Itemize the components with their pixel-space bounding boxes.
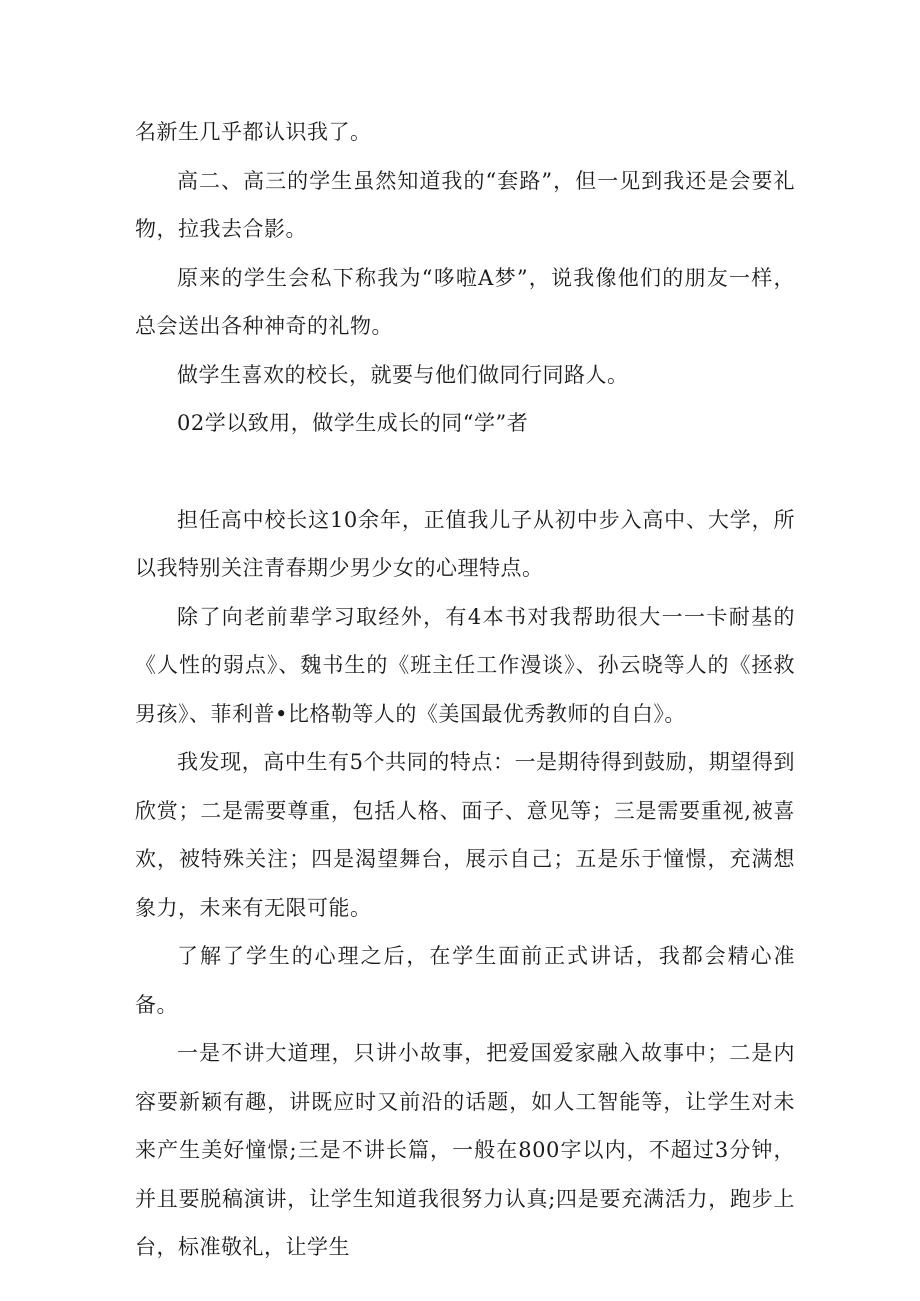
paragraph-7: 除了向老前辈学习取经外，有4本书对我帮助很大一一卡耐基的《人性的弱点》、魏书生的《班主任工作漫谈》、孙云晓等人的《拯救男孩》、菲利普•比格勒等人的《美国最优秀教师的自白》。: [135, 604, 795, 726]
paragraph-8: 我发现，高中生有5个共同的特点：一是期待得到鼓励，期望得到欣赏；二是需要尊重，包括人格、面子、意见等；三是需要重视,被喜欢，被特殊关注；四是渴望舞台，展示自己；五是乐于憧憬，充满想象力，未来有无限可能。: [135, 750, 795, 920]
paragraph-10: 一是不讲大道理，只讲小故事，把爱国爱家融入故事中；二是内容要新颖有趣，讲既应时又前沿的话题，如人工智能等，让学生对未来产生美好憧憬;三是不讲长篇，一般在800字以内，不超过3分钟，并且要脱稿演讲，让学生知道我很努力认真;四是要充满活力，跑步上台，标准敬礼，让学生: [135, 1041, 795, 1259]
document-body: [135, 108, 795, 1272]
section-heading: 02学以致用，做学生成长的同“学”者: [177, 411, 529, 435]
paragraph-3: 原来的学生会私下称我为“哆啦A梦”，说我像他们的朋友一样，总会送出各种神奇的礼物。: [135, 265, 795, 338]
paragraph-4: 做学生喜欢的校长，就要与他们做同行同路人。: [177, 362, 629, 387]
paragraph-9: 了解了学生的心理之后，在学生面前正式讲话，我都会精心准备。: [135, 944, 795, 1017]
paragraph-6: 担任高中校长这10余年，正值我儿子从初中步入高中、大学，所以我特别关注青春期少男少女的心理特点。: [135, 507, 795, 580]
paragraph-2: 高二、高三的学生虽然知道我的“套路”，但一见到我还是会要礼物，拉我去合影。: [135, 168, 795, 241]
paragraph-1: 名新生几乎都认识我了。: [135, 120, 372, 144]
